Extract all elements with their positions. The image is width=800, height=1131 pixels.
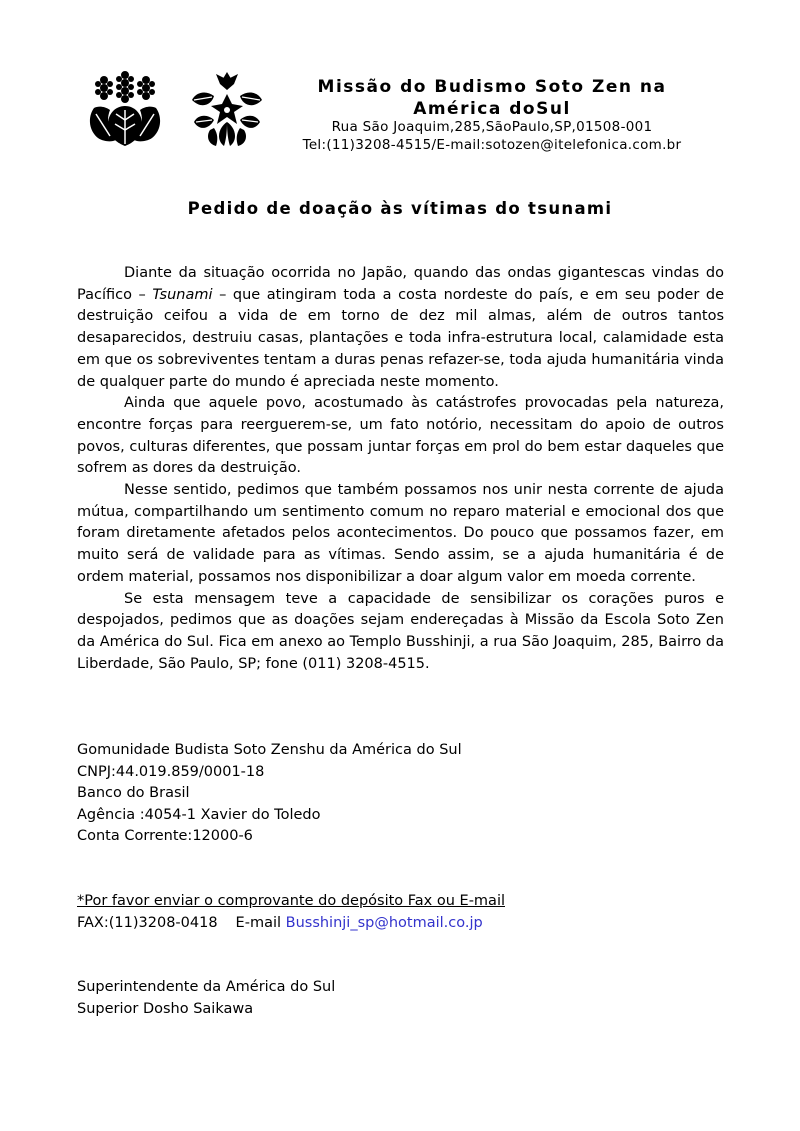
signer-name: Superior Dosho Saikawa [77,1000,254,1017]
account-number: Conta Corrente:12000-6 [77,828,253,845]
letter-body [77,263,724,675]
document-title: Pedido de doação às vítimas do tsunami [187,199,613,218]
paragraph-1-start: Diante da situação ocorrida no Japão, quando das ondas gigantescas vindas do Pacífico – [77,265,724,303]
paragraph-1 [77,263,724,393]
signature-block [77,977,335,1020]
gentian-crest-icon [188,70,266,148]
community-name: Gomunidade Budista Soto Zenshu da América do Sul [77,742,462,758]
paragraph-1-end: – que atingiram toda a costa nordeste do país, e em seu poder de destruição ceifou a vida de em torno de dez mil almas, além de outros tantos desaparecidos, destruiu casas, plantações e toda infra-estrutura local, calamidade esta em que os sobreviventes tentam a duras penas refazer-se, toda ajuda humanitária vinda de qualquer parte do mundo é apreciada neste momento. [77,286,724,390]
email-label: E-mail [235,914,282,931]
paragraph-4: Se esta mensagem teve a capacidade de sensibilizar os corações puros e despojados, pedimos que as doações sejam endereçadas à Missão da Escola Soto Zen da América do Sul. Fica em anexo ao Templo Busshinji, a rua São Joaquim, 285, Bairro da Liberdade, São Paulo, SP; fone (011) 3208-4515. [77,590,724,672]
email-link[interactable]: Busshinji_sp@hotmail.co.jp [285,914,483,931]
agency: Agência :4054-1 Xavier do Toledo [77,806,321,823]
organization-address: Rua São Joaquim,285,SãoPaulo,SP,01508-001 [331,119,653,135]
bank-details [77,740,462,848]
tsunami-emphasis: Tsunami [152,286,213,303]
organization-contact: Tel:(11)3208-4515/E-mail:sotozen@itelefonica.com.br [302,137,682,153]
organization-title: Missão do Budismo Soto Zen na América doSul [317,77,667,119]
paulownia-crest-icon [86,70,164,148]
paragraph-2: Ainda que aquele povo, acostumado às catástrofes provocadas pela natureza, encontre forças para reerguerem-se, um fato notório, necessitam do apoio de outros povos, culturas diferentes, que possam juntar forças em prol do bem estar daqueles que sofrem as dores da destruição. [77,395,724,477]
fax-number: FAX:(11)3208-0418 [77,914,218,931]
cnpj: CNPJ:44.019.859/0001-18 [77,763,265,780]
signer-role: Superintendente da América do Sul [77,979,336,995]
contact-row [77,913,505,935]
receipt-request: *Por favor enviar o comprovante do depósito Fax ou E-mail [77,893,505,909]
receipt-note [77,891,505,934]
paragraph-3: Nesse sentido, pedimos que também possamos nos unir nesta corrente de ajuda mútua, compartilhando um sentimento comum no reparo material e emocional dos que foram diretamente afetados pelos acontecimentos. Do pouco que possamos fazer, em muito será de validade para as vítimas. Sendo assim, se a ajuda humanitária é de ordem material, possamos nos disponibilizar a doar algum valor em moeda corrente. [77,482,724,585]
bank-name: Banco do Brasil [77,785,190,802]
